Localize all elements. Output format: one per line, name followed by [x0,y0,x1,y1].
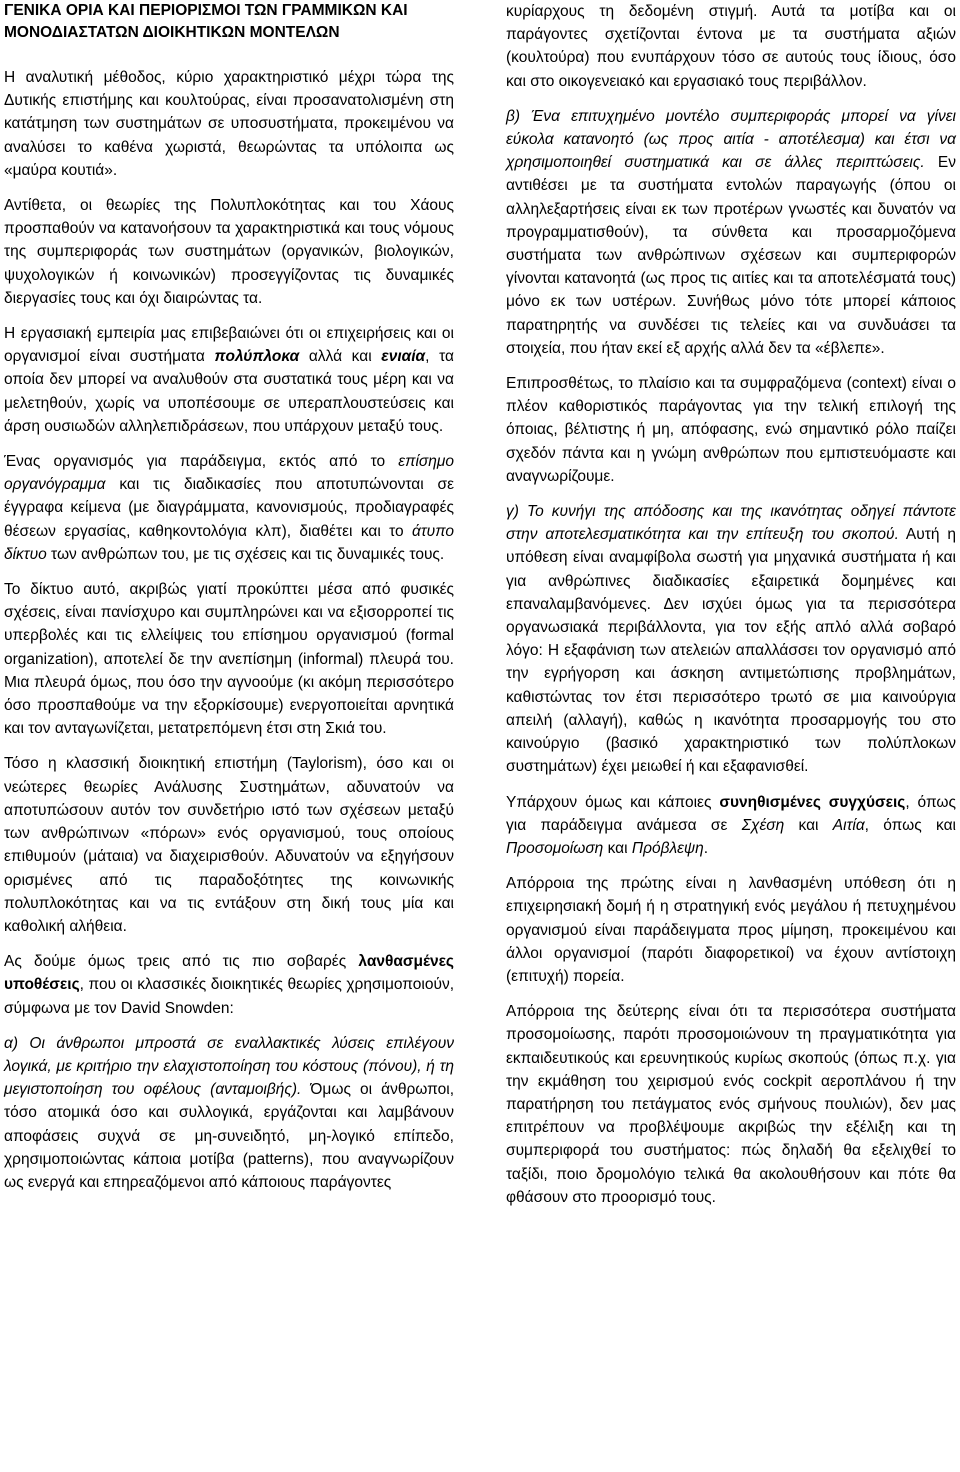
paragraph-assumption-c: γ) Το κυνήγι της απόδοσης και της ικανότητας οδηγεί πάντοτε στην αποτελεσματικότητα και την επίτευξη του σκοπού. Αυτή η υπόθεση είναι αναμφίβολα σωστή για μηχανικά συστήματα ή και για ανθρώπινες διαδικασίες εξαιρετικά δομημένες και επαναλαμβανόμενες. Δεν ισχύει όμως για τα περισσότερα οργανωσιακά περιβάλλοντα, για τον εξής απλό αλλά σοβαρό λόγο: Η εξαφάνιση των ατελειών απαλλάσσει τον οργανισμό από την εγρήγορση και άσκηση αντιμετώπισης προβλημάτων, καθιστώντας τον έτσι περισσότερο τρωτό σε μια καινούργια απειλή (αλλαγή), καθώς η ικανότητα προσαρμογής του στο καινούργιο (βασικό χαρακτηριστικό των πολύπλοκων συστημάτων) έχει μειωθεί ή και εξαφανισθεί. [506,503,956,776]
emphasis-informal-network: άτυπο δίκτυο [4,522,454,563]
emphasis-relation: Σχέση [741,816,785,834]
paragraph-analytic-method: Η αναλυτική μέθοδος, κύριο χαρακτηριστικό μέχρι τώρα της Δυτικής επιστήμης και κουλτούρας, είναι προσανατολισμένη στη κατάτμηση των συστημάτων σε υποσυστήματα, προκειμένου να αναλύσει το καθένα χωριστά, θεωρώντας τα υπόλοιπα ως «μαύρα κουτιά». [4,69,454,179]
paragraph-confusions: Υπάρχουν όμως και κάποιες συνηθισμένες συγχύσεις, όπως για παράδειγμα ανάμεσα σε Σχέση και Αιτία, όπως και Προσομοίωση και Πρόβλεψη. [506,793,957,857]
left-column [4,0,454,1206]
emphasis-unified: ενιαία [381,348,426,366]
emphasis-complex: πολύπλοκα [214,348,300,366]
right-column [506,0,956,1221]
assumption-b-statement: β) Ένα επιτυχημένο μοντέλο συμπεριφοράς μπορεί να γίνει εύκολα κατανοητό (ως προς αιτία - αποτέλεσμα) και έτσι να χρησιμοποιηθεί συστηματικά και σε άλλες περιπτώσεις. [506,107,956,172]
assumption-a-statement: α) Οι άνθρωποι μπροστά σε εναλλακτικές λύσεις επιλέγουν λογικά, με κριτήριο την ελαχιστοποίηση του κόστους (πόνου), ή τη μεγιστοποίηση του οφέλους (ανταμοιβής). [4,1034,454,1099]
document-title: ΓΕΝΙΚΑ ΟΡΙΑ ΚΑΙ ΠΕΡΙΟΡΙΣΜΟΙ ΤΩΝ ΓΡΑΜΜΙΚΩΝ ΚΑΙ ΜΟΝΟΔΙΑΣΤΑΤΩΝ ΔΙΟΙΚΗΤΙΚΩΝ ΜΟΝΤΕΛΩΝ [4,2,408,41]
emphasis-prediction: Πρόβλεψη [631,839,704,857]
emphasis-confusions: συνηθισμένες συγχύσεις [719,793,906,811]
paragraph-context: Επιπροσθέτως, το πλαίσιο και τα συμφραζόμενα (context) είναι ο πλέον καθοριστικός παράγοντας για την τελική επιλογή της όποιας, βέλτιστης ή μη, απόφασης, ενώ σημαντικό ρόλο παίζει σχεδόν πάντα και η γνώμη ανθρώπων που εμπιστευόμαστε και αναγνωρίζουμε. [506,375,956,485]
paragraph-organization-example: Ένας οργανισμός για παράδειγμα, εκτός από το επίσημο οργανόγραμμα και τις διαδικασίες που αποτυπώνονται σε έγγραφα κείμενα (με διαγράμματα, κανονισμούς, προδιαγραφές θέσεων εργασίας, καθηκοντολόγια κλπ), διαθέτει και το άτυπο δίκτυο των ανθρώπων του, με τις σχέσεις και τις δυναμικές τους. [4,453,454,563]
paragraph-second-consequence: Απόρροια της δεύτερης είναι ότι τα περισσότερα συστήματα προσομοίωσης, παρότι προσομοιώνουν τη πραγματικότητα για εκπαιδευτικούς και ερευνητικούς κυρίως σκοπούς (όπως π.χ. για την εκμάθηση του χειρισμού ενός cockpit αεροπλάνου ή την παρατήρηση του πετάγματος ενός σμήνους πουλιών), δεν μας επιτρέπουν να προβλέψουμε ακριβώς την εξέλιξη και τη συμπεριφορά του συστήματος: πώς δηλαδή θα εξελιχθεί το ταξίδι, ποιο δρομολόγιο τελικά θα ακολουθήσουν και πότε θα φθάσουν στο προορισμό τους. [506,1003,956,1206]
paragraph-false-assumptions: Ας δούμε όμως τρεις από τις πιο σοβαρές λανθασμένες υποθέσεις, που οι κλασσικές διοικητικές θεωρίες χρησιμοποιούν, σύμφωνα με τον David Snowden: [4,953,454,1017]
paragraph-continued-motifs: κυρίαρχους τη δεδομένη στιγμή. Αυτά τα μοτίβα και οι παράγοντες σχετίζονται έντονα με τα συστήματα αξιών (κουλτούρα) που ενυπάρχουν τόσο σε αυτούς τους ίδιους, όσο και στο οικογενειακό και εργασιακό τους περιβάλλον. [506,3,956,90]
emphasis-false-assumptions: λανθασμένες υποθέσεις [4,953,454,994]
paragraph-work-experience: Η εργασιακή εμπειρία μας επιβεβαιώνει ότι οι επιχειρήσεις και οι οργανισμοί είναι συστήματα πολύπλοκα αλλά και ενιαία, τα οποία δεν μπορεί να αναλυθούν στα συστατικά τους μέρη και να μελετηθούν, χωρίς να υποπέσουμε σε υπεραπλουστεύσεις και άρση ουσιωδών αλληλεπιδράσεων, που υπάρχουν μεταξύ τους. [4,325,454,435]
paragraph-complexity-theories: Αντίθετα, οι θεωρίες της Πολυπλοκότητας και του Χάους προσπαθούν να κατανοήσουν τα χαρακτηριστικά και τους νόμους της συμπεριφοράς των συστημάτων (οργανικών, βιολογικών, ψυχολογικών ή κοινωνικών) προσεγγίζοντας τις δυναμικές διεργασίες τους και όχι διαιρώντας τα. [4,197,454,307]
assumption-c-statement: γ) Το κυνήγι της απόδοσης και της ικανότητας οδηγεί πάντοτε στην αποτελεσματικότητα και την επίτευξη του σκοπού. [506,503,956,544]
paragraph-first-consequence: Απόρροια της πρώτης είναι η λανθασμένη υπόθεση ότι η επιχειρησιακή δομή ή η στρατηγική ενός μεγάλου ή πετυχημένου οργανισμού είναι παράδειγματα προς μίμηση, προκειμένου και άλλοι οργανισμοί (παρότι διαφορετικοί) να έχουν αντίστοιχη (επιτυχή) πορεία. [506,875,956,985]
paragraph-assumption-b: β) Ένα επιτυχημένο μοντέλο συμπεριφοράς μπορεί να γίνει εύκολα κατανοητό (ως προς αιτία - αποτέλεσμα) και έτσι να χρησιμοποιηθεί συστηματικά και σε άλλες περιπτώσεις. Εν αντιθέσει με τα συστήματα εντολών παραγωγής (όπου οι αλληλεξαρτήσεις είναι εκ των προτέρων γνωστές και δυνατόν να προγραμματισθούν), τα σύνθετα και προσαρμοζόμενα συστήματα των ανθρώπινων σχέσεων και συμπεριφορών γίνονται κατανοητά (ως προς τις αιτίες και τα αποτελέσματά τους) μόνο εκ των υστέρων. Συνήθως μόνο τότε μπορεί κάποιος παρατηρητής να συνδέσει τις τελείες και να συνδυάσει τα στοιχεία, που ήταν εκεί εξ αρχής αλλά δεν τα «έβλεπε». [506,107,956,357]
emphasis-simulation: Προσομοίωση [506,839,604,857]
paragraph-classical-management: Τόσο η κλασσική διοικητική επιστήμη (Taylorism), όσο και οι νεώτερες θεωρίες Ανάλυσης Συστημάτων, αδυνατούν να αποτυπώσουν αυτόν τον συνδετήριο ιστό των σχέσεων μεταξύ των ανθρώπινων «πόρων» ενός οργανισμού, τους οποίους επιθυμούν (μάταια) να διαχειρισθούν. Αδυνατούν να εξηγήσουν ορισμένες από τις παραδοξότητες της κοινωνικής πολυπλοκότητας και να τις εντάξουν στη δική τους μία και καθολική αλήθεια. [4,755,454,935]
paragraph-assumption-a: α) Οι άνθρωποι μπροστά σε εναλλακτικές λύσεις επιλέγουν λογικά, με κριτήριο την ελαχιστοποίηση του κόστους (πόνου), ή τη μεγιστοποίηση του οφέλους (ανταμοιβής). Όμως οι άνθρωποι, τόσο ατομικά όσο και συλλογικά, εργάζονται και λαμβάνουν αποφάσεις συχνά σε μη-συνειδητό, μη-λογικό επίπεδο, χρησιμοποιώντας κάποια μοτίβα (patterns), που αναγνωρίζουν ως ενεργά και επηρεαζόμενοι από κάποιους παράγοντες [4,1034,454,1191]
paragraph-network-shadow: Το δίκτυο αυτό, ακριβώς γιατί προκύπτει μέσα από φυσικές σχέσεις, είναι πανίσχυρο και συμπληρώνει και να εξισορροπεί τις υπερβολές και τις ελλείψεις του επίσημου οργανισμού (formal organization), αποτελεί δε την ανεπίσημη (informal) πλευρά του. Μια πλευρά όμως, που όσο την αγνοούμε (κι ακόμη περισσότερο όσο προσπαθούμε να την εξορκίσουμε) ενεργοποιείται αρνητικά και τον ανταγωνίζεται, μετατρεπόμενη έτσι στη Σκιά του. [4,581,454,738]
emphasis-official-chart: επίσημο οργανόγραμμα [4,453,454,494]
emphasis-cause: Αιτία [832,816,865,834]
